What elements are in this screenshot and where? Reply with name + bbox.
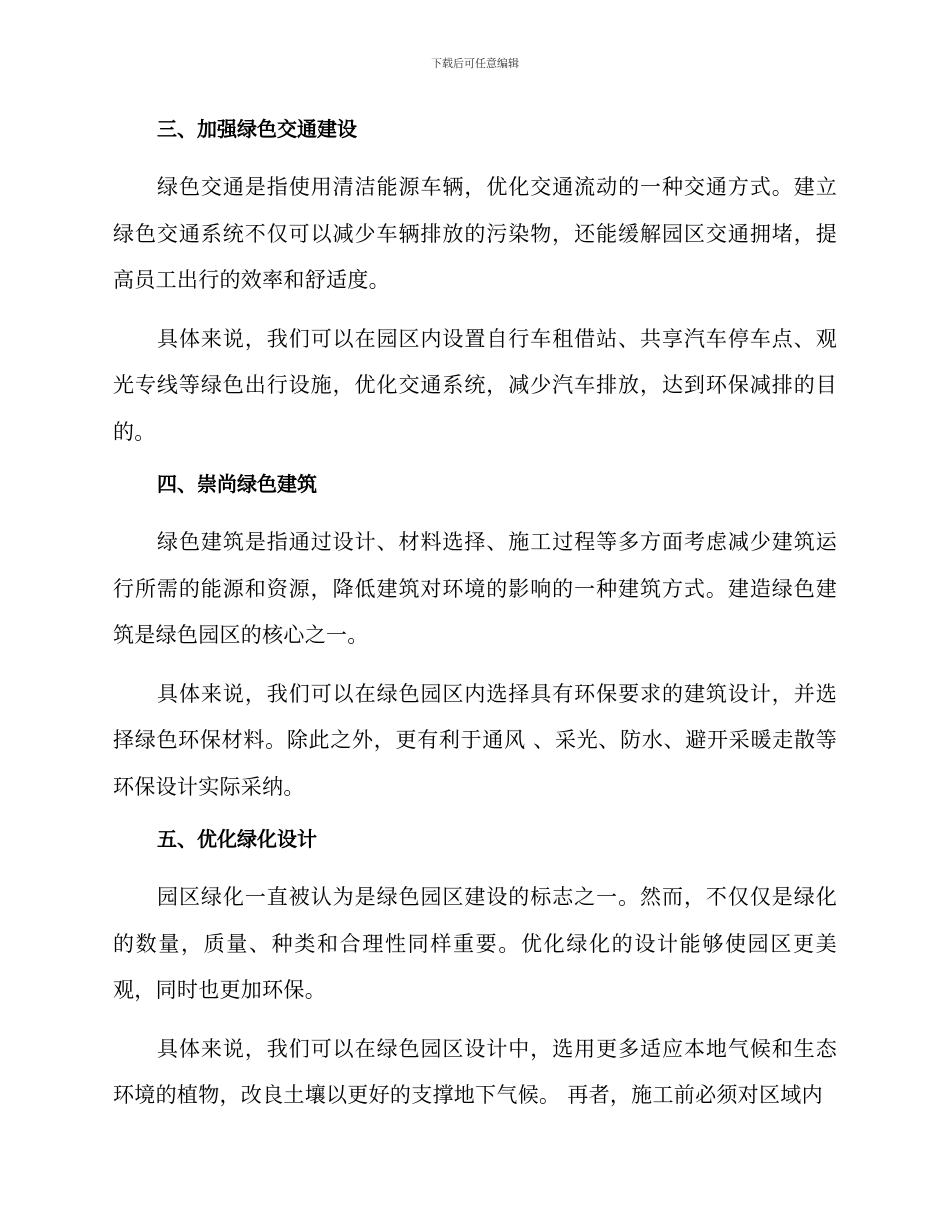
paragraph: 园区绿化一直被认为是绿色园区建设的标志之一。然而，不仅仅是绿化的数量，质量、种类和合理性同样重要。优化绿化的设计能够使园区更美观，同时也更加环保。 <box>113 885 837 1002</box>
section-heading: 三、加强绿色交通建设 <box>157 117 357 141</box>
document-body <box>113 112 837 1131</box>
section-heading: 四、崇尚绿色建筑 <box>157 472 317 496</box>
paragraph: 具体来说，我们可以在绿色园区设计中，选用更多适应本地气候和生态环境的植物，改良土壤以更好的支撑地下气候。 再者，施工前必须对区域内 <box>113 1036 837 1107</box>
paragraph: 绿色建筑是指通过设计、材料选择、施工过程等多方面考虑减少建筑运行所需的能源和资源，降低建筑对环境的影响的一种建筑方式。建造绿色建筑是绿色园区的核心之一。 <box>113 530 837 647</box>
paragraph: 具体来说，我们可以在绿色园区内选择具有环保要求的建筑设计，并选择绿色环保材料。除此之外，更有利于通风 、采光、防水、避开采暖走散等环保设计实际采纳。 <box>113 681 837 799</box>
header-note: 下载后可任意编辑 <box>431 57 519 70</box>
section-green-building <box>113 467 837 810</box>
paragraph: 绿色交通是指使用清洁能源车辆，优化交通流动的一种交通方式。建立绿色交通系统不仅可以减少车辆排放的污染物，还能缓解园区交通拥堵，提高员工出行的效率和舒适度。 <box>113 175 837 292</box>
section-heading: 五、优化绿化设计 <box>157 827 317 851</box>
paragraph: 具体来说，我们可以在园区内设置自行车租借站、共享汽车停车点、观光专线等绿色出行设施，优化交通系统，减少汽车排放，达到环保减排的目的。 <box>113 326 837 444</box>
section-greening-design <box>113 822 837 1119</box>
section-green-transport <box>113 112 837 455</box>
